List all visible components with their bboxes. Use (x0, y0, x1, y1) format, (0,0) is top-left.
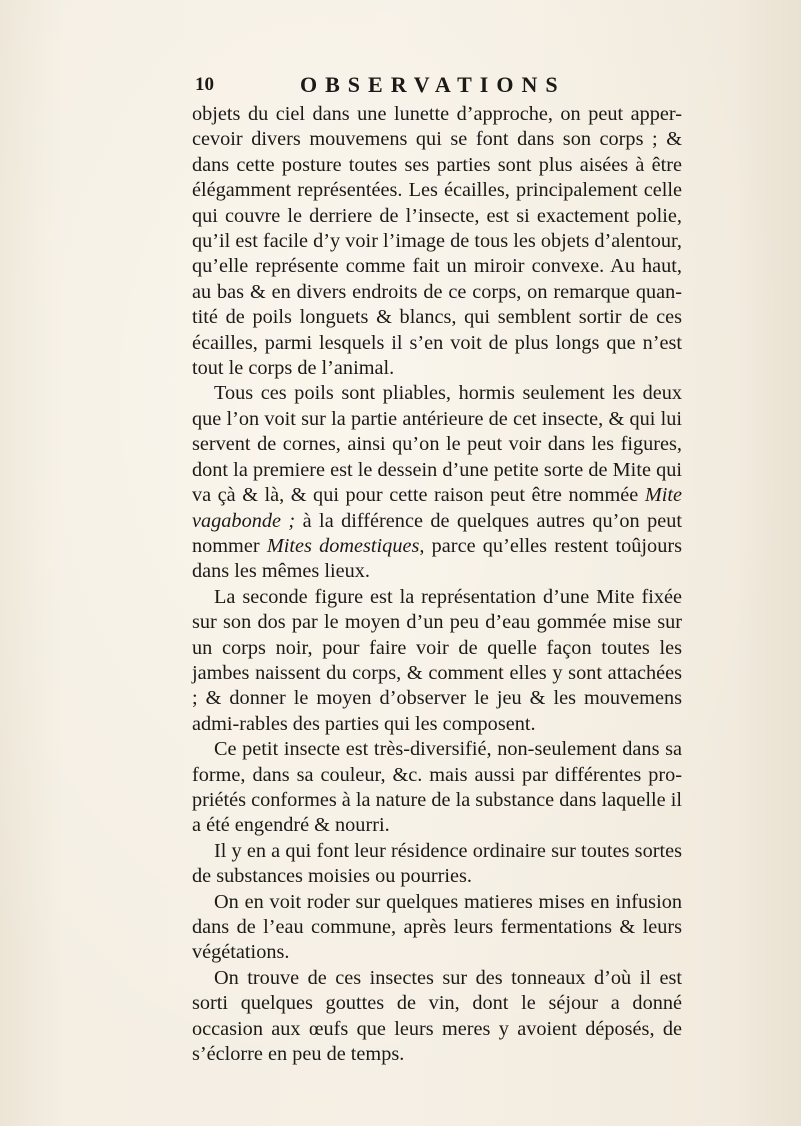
page-number: 10 (195, 74, 214, 95)
text-run: , parce qu’elles restent toûjours dans les mêmes lieux. (192, 534, 682, 583)
paragraph: On en voit roder sur quelques matieres mises en infusion dans de l’eau commune, après leurs fermentations & leurs végétations. (192, 890, 682, 964)
paragraph (192, 381, 682, 584)
italic-term: Mites domestiques (266, 534, 420, 557)
paragraph: On trouve de ces insectes sur des tonneaux d’où il est sorti quelques gouttes de vin, dont le séjour a donné occasion aux œufs que leurs meres y avoient déposés, de s’éclorre en peu de temps. (192, 966, 682, 1066)
paragraph: Ce petit insecte est très-diversifié, non-seulement dans sa forme, dans sa couleur, &c. mais aussi par différentes pro-priétés conformes à la nature de la substance dans laquelle il a été engendré & nourri. (192, 738, 682, 837)
italic-term: Mite vagabonde ; (192, 484, 682, 532)
body-text (192, 102, 682, 1067)
text-run: à la différence de quelques autres qu’on peut nommer (192, 509, 683, 557)
text-run: Tous ces poils sont pliables, hormis seulement les deux que l’on voit sur la partie antérieure de cet insecte, & qui lui servent de cornes, ainsi qu’on le peut voir dans les figures, dont la premiere est le dessein d’une petite sorte de Mite qui va çà & là, & qui pour cette raison peut être nommée (192, 382, 682, 507)
paragraph: objets du ciel dans une lunette d’approche, on peut apper-cevoir divers mouvemens qui se font dans son corps ; & dans cette posture toutes ses parties sont plus aisées à être élégamment représentées. Les écailles, principalement celle qui couvre le derriere de l’insecte, est si exactement polie, qu’il est facile d’y voir l’image de tous les objets d’alentour, qu’elle représente comme fait un miroir convexe. Au haut, au bas & en divers endroits de ce corps, on remarque quan-tité de poils longuets & blancs, qui semblent sortir de ces écailles, parmi lesquels il s’en voit de plus longs que n’est tout le corps de l’animal. (192, 103, 682, 380)
running-head: OBSERVATIONS (300, 72, 566, 97)
paragraph: Il y en a qui font leur résidence ordinaire sur toutes sortes de substances moisies ou pourries. (192, 839, 682, 888)
paragraph: La seconde figure est la représentation d’une Mite fixée sur son dos par le moyen d’un peu d’eau gommée mise sur un corps noir, pour faire voir de quelle façon toutes les jambes naissent du corps, & comment elles y sont attachées ; & donner le moyen d’observer le jeu & les mouvemens admi-rables des parties qui les composent. (192, 585, 682, 735)
page-header (195, 74, 675, 102)
